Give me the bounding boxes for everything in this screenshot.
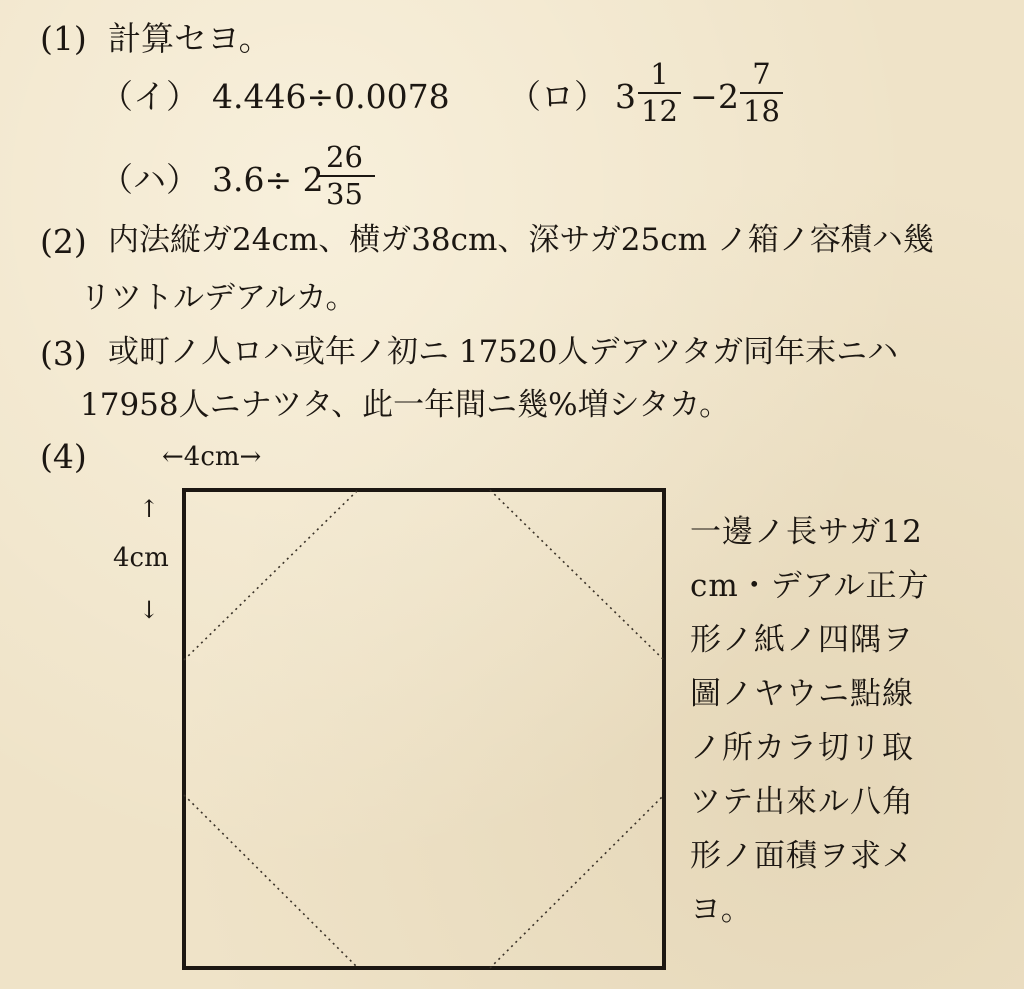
arrow-up-icon: ↑ [139,495,160,523]
q4-description-line: 形ノ紙ノ四隅ヲ [690,622,914,658]
q4-vertical-dimension: 4cm [113,543,169,573]
q3-number: (3) [40,334,87,373]
cut-line-top-right [490,490,664,660]
q4-description-line: ノ所カラ切リ取 [690,730,914,766]
q4-description [690,505,930,937]
q1-b-whole-1: 3 [615,77,636,116]
q4-description-line: ツテ出來ル八角 [690,784,914,820]
q1-a-label: （イ） [100,77,199,116]
cut-line-top-left [184,490,358,660]
q1-a-expression: 4.446÷0.0078 [212,77,450,116]
q1-c-expression: 3.6÷ 2 [212,160,324,199]
q3-text-line-2: 17958人ニナツタ、此一年間ニ幾%増シタカ。 [80,387,731,423]
q4-number: (4) [40,437,87,476]
q1-b-numerator-2: 7 [752,57,771,91]
q4-description-line: 圖ノヤウニ點線 [690,676,914,712]
q2-text-line-1: 内法縦ガ24cm、横ガ38cm、深サガ25cm ノ箱ノ容積ハ幾 [108,222,934,258]
arrow-down-icon: ↓ [139,596,160,624]
q4-description-line: cm・デアル正方 [690,568,930,604]
q1-b-label: （ロ） [508,77,607,116]
cut-line-bottom-right [490,795,664,968]
q2-number: (2) [40,222,87,261]
q3-text-line-1: 或町ノ人ロハ或年ノ初ニ 17520人デアツタガ同年末ニハ [108,334,899,370]
q1-c-denominator: 35 [318,175,375,209]
q1-b-minus: − [690,77,718,116]
q1-b-numerator-1: 1 [650,57,669,91]
square-paper-outline [184,490,664,968]
q2-text-line-2: リツトルデアルカ。 [80,280,357,316]
q4-description-line: 一邊ノ長サガ12 [690,514,923,550]
cut-line-bottom-left [184,795,358,968]
q1-c-numerator: 26 [326,140,363,174]
q4-horizontal-dimension: ←4cm→ [162,442,262,472]
q1-number: (1) [40,19,87,58]
q1-c-label: （ハ） [100,160,199,199]
q4-description-line: ヨ。 [690,892,753,928]
q1-b-denominator-2: 18 [740,92,783,126]
q1-b-denominator-1: 12 [638,92,681,126]
q1-b-whole-2: 2 [718,77,739,116]
q4-description-line: 形ノ面積ヲ求メ [690,838,914,874]
q1-instruction: 計算セヨ。 [108,19,272,58]
